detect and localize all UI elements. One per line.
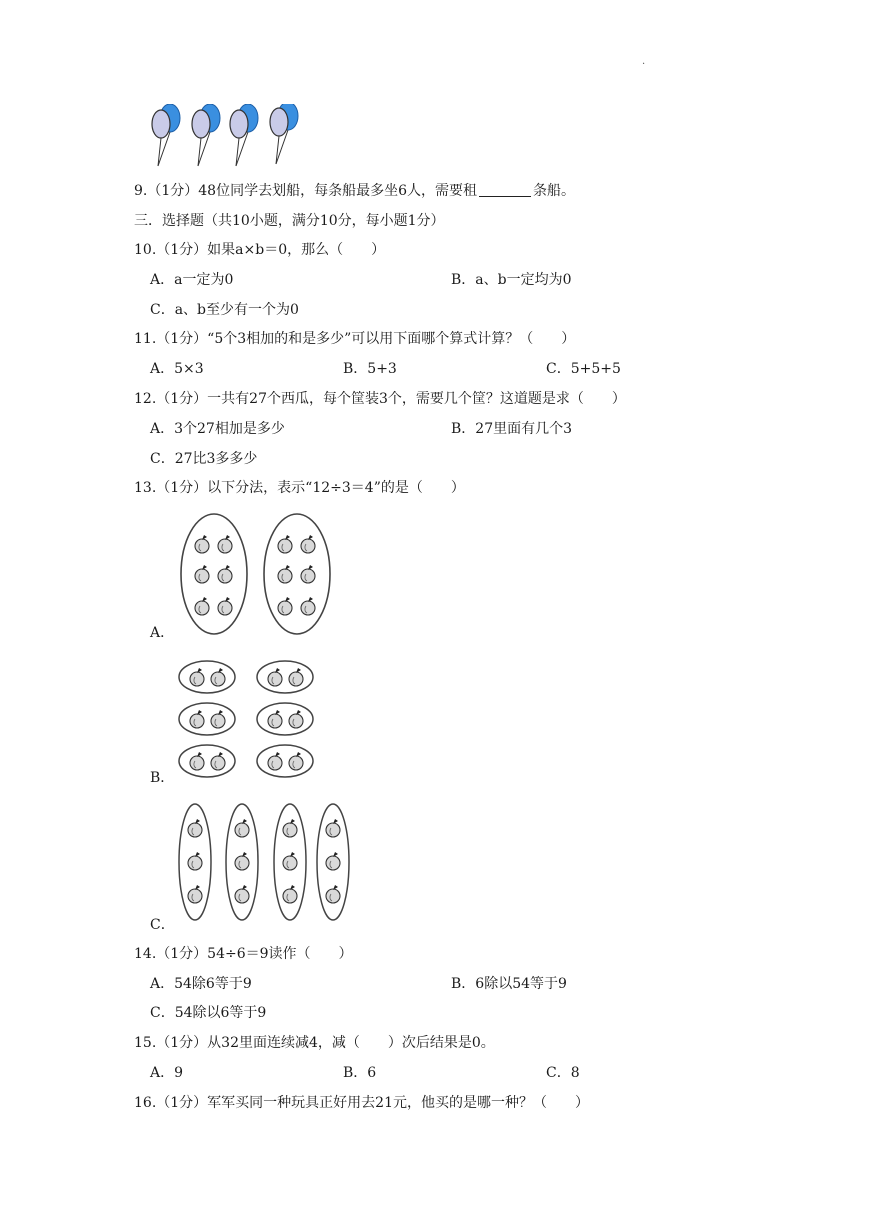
balloons-figure [148, 104, 313, 170]
question-16-stem: 16.（1分）军军买同一种玩具正好用去21元，他买的是哪一种？（ ） [134, 1095, 589, 1111]
q15-option-a[interactable]: A．9 [150, 1065, 184, 1081]
q9-suffix: 条船。 [533, 183, 575, 199]
q12-option-b[interactable]: B．27里面有几个3 [451, 421, 573, 437]
q10-option-c[interactable]: C．a、b至少有一个为0 [150, 302, 299, 318]
q14-option-c[interactable]: C．54除以6等于9 [150, 1005, 267, 1021]
question-13-stem: 13.（1分）以下分法，表示“12÷3＝4”的是（ ） [134, 480, 465, 496]
question-10-stem: 10.（1分）如果a×b＝0，那么（ ） [134, 242, 386, 258]
q14-option-b[interactable]: B．6除以54等于9 [451, 976, 567, 992]
q11-option-c[interactable]: C．5+5+5 [546, 361, 621, 377]
header-dot: . [642, 56, 646, 67]
section-3-heading: 三．选择题（共10小题，满分10分，每小题1分） [134, 213, 445, 229]
q9-prefix: 9.（1分）48位同学去划船，每条船最多坐6人，需要租 [134, 183, 477, 199]
question-12-stem: 12.（1分）一共有27个西瓜，每个筐装3个，需要几个筐？这道题是求（ ） [134, 391, 626, 407]
q13-option-b[interactable]: B． [150, 770, 175, 786]
question-14-stem: 14.（1分）54÷6＝9读作（ ） [134, 946, 353, 962]
q13-figure-b [176, 656, 320, 782]
q10-option-b[interactable]: B．a、b一定均为0 [451, 272, 572, 288]
q12-option-c[interactable]: C．27比3多多少 [150, 451, 258, 467]
q15-option-b[interactable]: B．6 [343, 1065, 377, 1081]
question-15-stem: 15.（1分）从32里面连续减4，减（ ）次后结果是0。 [134, 1035, 495, 1051]
q12-option-a[interactable]: A．3个27相加是多少 [150, 421, 285, 437]
q14-option-a[interactable]: A．54除6等于9 [150, 976, 252, 992]
question-11-stem: 11.（1分）“5个3相加的和是多少”可以用下面哪个算式计算？（ ） [134, 331, 576, 347]
q13-figure-a [176, 512, 338, 638]
q10-option-a[interactable]: A．a一定为0 [150, 272, 234, 288]
q13-figure-c [176, 800, 352, 926]
q9-answer-blank[interactable] [479, 182, 531, 197]
q15-option-c[interactable]: C．8 [546, 1065, 580, 1081]
q13-option-a[interactable]: A． [150, 625, 175, 641]
q11-option-b[interactable]: B．5+3 [343, 361, 397, 377]
q13-option-c[interactable]: C． [150, 917, 175, 933]
q11-option-a[interactable]: A．5×3 [150, 361, 204, 377]
question-9 [134, 182, 575, 200]
